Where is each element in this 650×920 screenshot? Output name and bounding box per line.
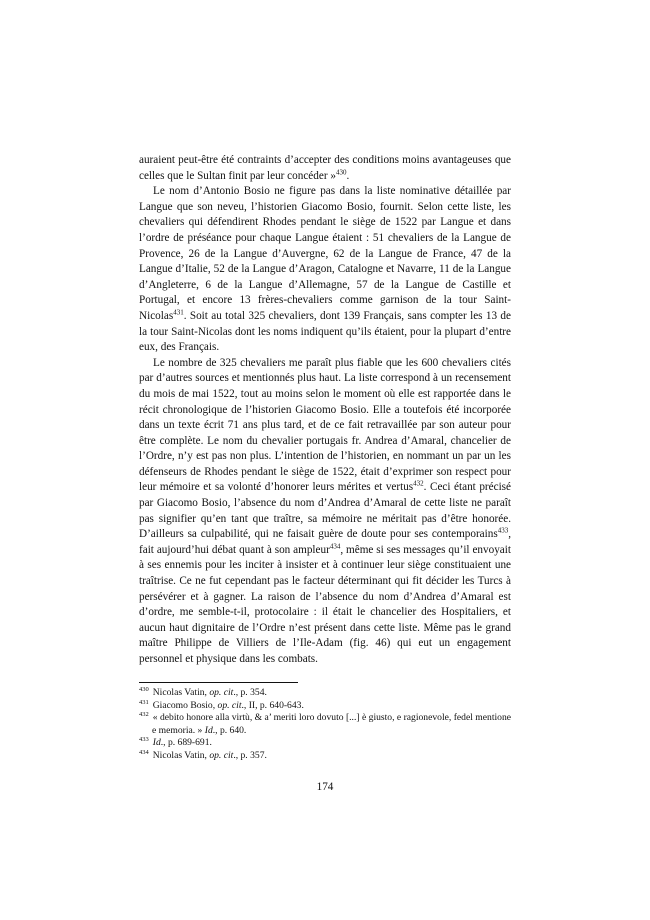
paragraph xyxy=(139,356,511,668)
italic-text: Id xyxy=(204,724,213,736)
text-run: auraient peut-être été contraints d’accepter des conditions moins avantageuses que celles que le Sultan finit par leur concéder » xyxy=(139,154,511,182)
text-run: ., p. 640. xyxy=(212,724,247,736)
text-run: « debito honore alla virtù, & a’ meriti loro dovuto [...] è giusto, e ragionevole, fedel mentione e memoria. » xyxy=(152,712,511,736)
footnote-ref: 432 xyxy=(413,479,424,488)
text-run: Giacomo Bosio, xyxy=(152,699,218,711)
footnote-number: 433 xyxy=(139,736,149,744)
footnote xyxy=(139,712,511,737)
text-run: . Ceci étant précisé par Giacomo Bosio, l’absence du nom d’Andrea d’Amaral de cette liste ne paraît pas signifier qu’en tant que traître, sa mémoire ne méritait pas d’être honorée. D’ailleurs sa culpabilité, qui ne faisait guère de doute pour ses contemporains xyxy=(139,481,512,541)
footnote-body xyxy=(139,712,511,737)
paragraph xyxy=(139,153,511,184)
footnote-number: 430 xyxy=(139,685,149,693)
footnote-ref: 433 xyxy=(497,526,509,535)
text-run: ., II, p. 640-643. xyxy=(241,699,304,711)
footnote xyxy=(139,737,511,750)
page-number: 174 xyxy=(316,781,334,793)
text-run: ., p. 689-691. xyxy=(160,737,212,749)
italic-text: Id xyxy=(152,737,161,749)
footnote-number: 434 xyxy=(139,748,149,756)
italic-text: op. cit xyxy=(209,687,234,698)
footnote-number: 431 xyxy=(139,698,149,706)
main-text xyxy=(139,153,511,668)
footnote xyxy=(139,700,511,713)
footnote-body xyxy=(139,750,511,763)
footnote-ref: 431 xyxy=(173,308,184,317)
text-run: Nicolas Vatin, xyxy=(152,687,210,698)
footnote-number: 432 xyxy=(139,711,149,718)
text-run: , même si ses messages qu’il envoyait à ses ennemis pour les inciter à insister et à continuer leur siège constituaient une traîtrise. Ce ne fut cependant pas le facteur déterminant qui fit décider les Turcs à persévérer et à gagner. La raison de l’absence du nom d’Andrea d’Amaral est d’ordre, me semble-t-il, protocolaire : il était le chancelier des Hospitaliers, et aucun haut dignitaire de l’Ordre n’est présent dans cette liste. Même pas le grand maître Philippe de Villiers de l’Ile-Adam (fig. 46) qui eut un engagement personnel et physique dans les combats. xyxy=(139,543,511,665)
footnote xyxy=(139,750,511,763)
text-run: , fait aujourd’hui débat quant à son ampleur xyxy=(139,528,511,556)
footnote-separator xyxy=(139,682,298,683)
footnote-body xyxy=(139,687,511,700)
footnote-ref: 430 xyxy=(335,167,347,176)
text-run: . xyxy=(346,169,350,182)
italic-text: op. cit xyxy=(217,699,242,711)
text-run: . Soit au total 325 chevaliers, dont 139 Français, sans compter les 13 de la tour Saint-Nicolas dont les noms indiquent qu’ils étaient, pour la plupart d’entre eux, des Français. xyxy=(139,309,511,354)
footnote xyxy=(139,687,511,700)
text-run: Le nombre de 325 chevaliers me paraît plus fiable que les 600 chevaliers cités par d’autres sources et mentionnés plus haut. La liste correspond à un recensement du mois de mai 1522, tout au moins selon le moment où elle est rapportée dans le récit chronologique de l’historien Giacomo Bosio. Elle a toutefois été incorporée dans un texte écrit 71 ans plus tard, et de ce fait retravaillée par son auteur pour être complète. Le nom du chevalier portugais fr. Andrea d’Amaral, chancelier de l’Ordre, n’y est pas non plus. L’intention de l’historien, en nommant un par un les défenseurs de Rhodes pendant le siège de 1522, était d’exprimer son respect pour leur mémoire et sa volonté d’honorer leurs mérites et vertus xyxy=(139,356,511,494)
text-run: ., p. 357. xyxy=(233,749,267,761)
text-run: Le nom d’Antonio Bosio ne figure pas dans la liste nominative détaillée par Langue que son neveu, l’historien Giacomo Bosio, fournit. Selon cette liste, les chevaliers qui défendirent Rhodes pendant le siège de 1522 par Langue et dans l’ordre de préséance pour chaque Langue étaient : 51 chevaliers de la Langue de Provence, 26 de la Langue d’Auvergne, 62 de la Langue de France, 47 de la Langue d’Italie, 52 de la Langue d’Aragon, Catalogne et Navarre, 11 de la Langue d’Angleterre, 6 de la Langue d’Allemagne, 57 de la Langue de Castille et Portugal, et encore 13 frères-chevaliers comme garnison de la tour Saint-Nicolas xyxy=(139,185,511,322)
footnote-body xyxy=(139,700,511,713)
footnote-body xyxy=(139,737,511,750)
footnotes xyxy=(139,687,511,763)
italic-text: op. cit xyxy=(209,749,234,761)
paragraph xyxy=(139,184,511,356)
footnote-ref: 434 xyxy=(329,542,341,551)
text-run: ., p. 354. xyxy=(233,687,267,698)
text-run: Nicolas Vatin, xyxy=(152,749,210,761)
